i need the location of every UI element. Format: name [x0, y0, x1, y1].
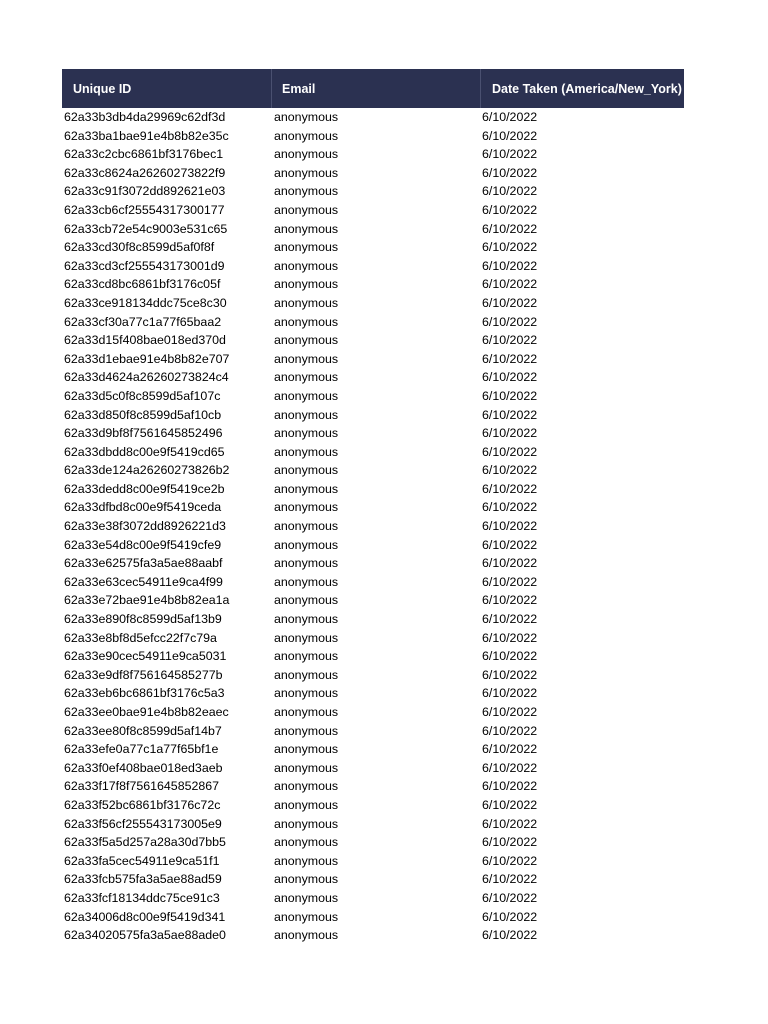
email-cell[interactable]: anonymous: [274, 612, 339, 627]
table-body: [62, 108, 684, 945]
email-cell[interactable]: anonymous: [274, 928, 339, 943]
email-cell[interactable]: anonymous: [274, 221, 339, 236]
table-row: [62, 647, 684, 666]
table-row: [62, 833, 684, 852]
unique-id-cell[interactable]: 62a33d1ebae91e4b8b82e707: [64, 351, 230, 366]
date-taken-cell[interactable]: 6/10/2022: [482, 779, 538, 794]
date-taken-cell[interactable]: 6/10/2022: [482, 500, 538, 515]
email-cell[interactable]: anonymous: [274, 519, 339, 534]
email-cell[interactable]: anonymous: [274, 314, 339, 329]
date-taken-cell[interactable]: 6/10/2022: [482, 742, 538, 757]
unique-id-cell[interactable]: 62a33e38f3072dd8926221d3: [64, 519, 226, 534]
unique-id-cell[interactable]: 62a33ee80f8c8599d5af14b7: [64, 723, 222, 738]
date-taken-cell[interactable]: 6/10/2022: [482, 165, 538, 180]
email-cell[interactable]: anonymous: [274, 872, 339, 887]
table-row: [62, 498, 684, 517]
table-row: [62, 331, 684, 350]
date-taken-cell[interactable]: 6/10/2022: [482, 128, 538, 143]
unique-id-cell[interactable]: 62a33f56cf255543173005e9: [64, 816, 222, 831]
date-taken-cell[interactable]: 6/10/2022: [482, 388, 538, 403]
date-taken-cell[interactable]: 6/10/2022: [482, 723, 538, 738]
table-row: [62, 257, 684, 276]
unique-id-cell[interactable]: 62a33cd8bc6861bf3176c05f: [64, 277, 221, 292]
date-taken-cell[interactable]: 6/10/2022: [482, 147, 538, 162]
table-row: [62, 238, 684, 257]
table-row: [62, 182, 684, 201]
unique-id-cell[interactable]: 62a33cb6cf25554317300177: [64, 202, 225, 217]
email-cell[interactable]: anonymous: [274, 165, 339, 180]
email-cell[interactable]: anonymous: [274, 481, 339, 496]
email-cell[interactable]: anonymous: [274, 444, 339, 459]
table-row: [62, 796, 684, 815]
table-row: [62, 908, 684, 927]
table-row: [62, 815, 684, 834]
date-taken-cell[interactable]: 6/10/2022: [482, 370, 538, 385]
date-taken-cell[interactable]: 6/10/2022: [482, 797, 538, 812]
date-taken-cell[interactable]: 6/10/2022: [482, 295, 538, 310]
email-cell[interactable]: anonymous: [274, 816, 339, 831]
header-email[interactable]: Email: [272, 69, 481, 108]
unique-id-cell[interactable]: 62a33d4624a26260273824c4: [64, 370, 229, 385]
email-cell[interactable]: anonymous: [274, 202, 339, 217]
date-taken-cell[interactable]: 6/10/2022: [482, 240, 538, 255]
date-taken-cell[interactable]: 6/10/2022: [482, 909, 538, 924]
email-cell[interactable]: anonymous: [274, 797, 339, 812]
table-row: [62, 610, 684, 629]
date-taken-cell[interactable]: 6/10/2022: [482, 463, 538, 478]
email-cell[interactable]: anonymous: [274, 295, 339, 310]
table-row: [62, 480, 684, 499]
table-row: [62, 759, 684, 778]
unique-id-cell[interactable]: 62a33e72bae91e4b8b82ea1a: [64, 593, 230, 608]
unique-id-cell[interactable]: 62a33d9bf8f7561645852496: [64, 426, 223, 441]
email-cell[interactable]: anonymous: [274, 370, 339, 385]
email-cell[interactable]: anonymous: [274, 593, 339, 608]
email-cell[interactable]: anonymous: [274, 388, 339, 403]
email-cell[interactable]: anonymous: [274, 723, 339, 738]
unique-id-cell[interactable]: 62a33e90cec54911e9ca5031: [64, 649, 227, 664]
unique-id-cell[interactable]: 62a33cf30a77c1a77f65baa2: [64, 314, 222, 329]
results-table: [62, 69, 684, 945]
unique-id-cell[interactable]: 62a33fcf18134ddc75ce91c3: [64, 890, 220, 905]
email-cell[interactable]: anonymous: [274, 147, 339, 162]
table-row: [62, 387, 684, 406]
unique-id-cell[interactable]: 62a33dedd8c00e9f5419ce2b: [64, 481, 225, 496]
table-row: [62, 461, 684, 480]
unique-id-cell[interactable]: 62a33fcb575fa3a5ae88ad59: [64, 872, 222, 887]
table-row: [62, 294, 684, 313]
table-row: [62, 443, 684, 462]
date-taken-cell[interactable]: 6/10/2022: [482, 519, 538, 534]
unique-id-cell[interactable]: 62a33eb6bc6861bf3176c5a3: [64, 686, 225, 701]
unique-id-cell[interactable]: 62a33d850f8c8599d5af10cb: [64, 407, 222, 422]
header-unique-id[interactable]: Unique ID: [62, 69, 272, 108]
email-cell[interactable]: anonymous: [274, 649, 339, 664]
date-taken-cell[interactable]: 6/10/2022: [482, 574, 538, 589]
date-taken-cell[interactable]: 6/10/2022: [482, 407, 538, 422]
email-cell[interactable]: anonymous: [274, 240, 339, 255]
date-taken-cell[interactable]: 6/10/2022: [482, 333, 538, 348]
date-taken-cell[interactable]: 6/10/2022: [482, 202, 538, 217]
date-taken-cell[interactable]: 6/10/2022: [482, 444, 538, 459]
email-cell[interactable]: anonymous: [274, 630, 339, 645]
table-row: [62, 573, 684, 592]
email-cell[interactable]: anonymous: [274, 909, 339, 924]
email-cell[interactable]: anonymous: [274, 110, 339, 124]
table-row: [62, 368, 684, 387]
date-taken-cell[interactable]: 6/10/2022: [482, 184, 538, 199]
table-row: [62, 536, 684, 555]
email-cell[interactable]: anonymous: [274, 500, 339, 515]
table-row: [62, 164, 684, 183]
unique-id-cell[interactable]: 62a33ba1bae91e4b8b82e35c: [64, 128, 229, 143]
date-taken-cell[interactable]: 6/10/2022: [482, 277, 538, 292]
date-taken-cell[interactable]: 6/10/2022: [482, 593, 538, 608]
date-taken-cell[interactable]: 6/10/2022: [482, 110, 538, 124]
unique-id-cell[interactable]: 62a33f17f8f7561645852867: [64, 779, 220, 794]
table-row: [62, 517, 684, 536]
unique-id-cell[interactable]: 62a33c2cbc6861bf3176bec1: [64, 147, 224, 162]
unique-id-cell[interactable]: 62a33e63cec54911e9ca4f99: [64, 574, 223, 589]
unique-id-cell[interactable]: 62a33c8624a26260273822f9: [64, 165, 226, 180]
date-taken-cell[interactable]: 6/10/2022: [482, 760, 538, 775]
table-row: [62, 629, 684, 648]
unique-id-cell[interactable]: 62a33ee0bae91e4b8b82eaec: [64, 705, 229, 719]
email-cell[interactable]: anonymous: [274, 277, 339, 292]
date-taken-cell[interactable]: 6/10/2022: [482, 928, 538, 943]
email-cell[interactable]: anonymous: [274, 742, 339, 757]
unique-id-cell[interactable]: 62a33e8bf8d5efcc22f7c79a: [64, 630, 217, 645]
unique-id-cell[interactable]: 62a33e54d8c00e9f5419cfe9: [64, 537, 222, 552]
table-header: [62, 69, 684, 108]
date-taken-cell[interactable]: 6/10/2022: [482, 816, 538, 831]
unique-id-cell[interactable]: 62a33d5c0f8c8599d5af107c: [64, 388, 221, 403]
email-cell[interactable]: anonymous: [274, 853, 339, 868]
email-cell[interactable]: anonymous: [274, 426, 339, 441]
table-row: [62, 889, 684, 908]
email-cell[interactable]: anonymous: [274, 537, 339, 552]
date-taken-cell[interactable]: 6/10/2022: [482, 314, 538, 329]
email-cell[interactable]: anonymous: [274, 463, 339, 478]
email-cell[interactable]: anonymous: [274, 667, 339, 682]
date-taken-cell[interactable]: 6/10/2022: [482, 630, 538, 645]
table-row: [62, 926, 684, 945]
date-taken-cell[interactable]: 6/10/2022: [482, 705, 538, 719]
table-row: [62, 201, 684, 220]
unique-id-cell[interactable]: 62a33f0ef408bae018ed3aeb: [64, 760, 223, 775]
unique-id-cell[interactable]: 62a33fa5cec54911e9ca51f1: [64, 853, 220, 868]
email-cell[interactable]: anonymous: [274, 705, 339, 719]
table-row: [62, 684, 684, 703]
table-row: [62, 703, 684, 722]
email-cell[interactable]: anonymous: [274, 258, 339, 273]
date-taken-cell[interactable]: 6/10/2022: [482, 481, 538, 496]
date-taken-cell[interactable]: 6/10/2022: [482, 612, 538, 627]
unique-id-cell[interactable]: 62a33ce918134ddc75ce8c30: [64, 295, 227, 310]
date-taken-cell[interactable]: 6/10/2022: [482, 835, 538, 850]
email-cell[interactable]: anonymous: [274, 128, 339, 143]
date-taken-cell[interactable]: 6/10/2022: [482, 221, 538, 236]
unique-id-cell[interactable]: 62a34020575fa3a5ae88ade0: [64, 928, 226, 943]
unique-id-cell[interactable]: 62a33dbdd8c00e9f5419cd65: [64, 444, 225, 459]
table-row: [62, 740, 684, 759]
date-taken-cell[interactable]: 6/10/2022: [482, 351, 538, 366]
date-taken-cell[interactable]: 6/10/2022: [482, 426, 538, 441]
unique-id-cell[interactable]: 62a33cb72e54c9003e531c65: [64, 221, 228, 236]
unique-id-cell[interactable]: 62a34006d8c00e9f5419d341: [64, 909, 226, 924]
email-cell[interactable]: anonymous: [274, 351, 339, 366]
date-taken-cell[interactable]: 6/10/2022: [482, 556, 538, 571]
unique-id-cell[interactable]: 62a33b3db4da29969c62df3d: [64, 110, 226, 124]
table-row: [62, 666, 684, 685]
table-row: [62, 852, 684, 871]
email-cell[interactable]: anonymous: [274, 574, 339, 589]
unique-id-cell[interactable]: 62a33dfbd8c00e9f5419ceda: [64, 500, 222, 515]
table-row: [62, 350, 684, 369]
table-row: [62, 722, 684, 741]
date-taken-cell[interactable]: 6/10/2022: [482, 649, 538, 664]
header-date-taken[interactable]: Date Taken (America/New_York): [492, 81, 682, 96]
table-row: [62, 406, 684, 425]
unique-id-cell[interactable]: 62a33f52bc6861bf3176c72c: [64, 797, 221, 812]
unique-id-cell[interactable]: 62a33e62575fa3a5ae88aabf: [64, 556, 223, 571]
email-cell[interactable]: anonymous: [274, 407, 339, 422]
date-taken-cell[interactable]: 6/10/2022: [482, 258, 538, 273]
table-row: [62, 554, 684, 573]
table-row: [62, 145, 684, 164]
unique-id-cell[interactable]: 62a33cd30f8c8599d5af0f8f: [64, 240, 215, 255]
email-cell[interactable]: anonymous: [274, 333, 339, 348]
date-taken-cell[interactable]: 6/10/2022: [482, 537, 538, 552]
email-cell[interactable]: anonymous: [274, 835, 339, 850]
table-row: [62, 777, 684, 796]
table-row: [62, 127, 684, 146]
date-taken-cell[interactable]: 6/10/2022: [482, 872, 538, 887]
unique-id-cell[interactable]: 62a33c91f3072dd892621e03: [64, 184, 226, 199]
unique-id-cell[interactable]: 62a33de124a26260273826b2: [64, 463, 230, 478]
date-taken-cell[interactable]: 6/10/2022: [482, 890, 538, 905]
email-cell[interactable]: anonymous: [274, 760, 339, 775]
email-cell[interactable]: anonymous: [274, 779, 339, 794]
date-taken-cell[interactable]: 6/10/2022: [482, 853, 538, 868]
table-row: [62, 220, 684, 239]
date-taken-cell[interactable]: 6/10/2022: [482, 686, 538, 701]
unique-id-cell[interactable]: 62a33f5a5d257a28a30d7bb5: [64, 835, 226, 850]
unique-id-cell[interactable]: 62a33e890f8c8599d5af13b9: [64, 612, 222, 627]
email-cell[interactable]: anonymous: [274, 184, 339, 199]
date-taken-cell[interactable]: 6/10/2022: [482, 667, 538, 682]
table-row: [62, 275, 684, 294]
unique-id-cell[interactable]: 62a33cd3cf255543173001d9: [64, 258, 225, 273]
table-row: [62, 424, 684, 443]
table-row: [62, 870, 684, 889]
email-cell[interactable]: anonymous: [274, 556, 339, 571]
email-cell[interactable]: anonymous: [274, 890, 339, 905]
unique-id-cell[interactable]: 62a33e9df8f756164585277b: [64, 667, 223, 682]
table-row: [62, 313, 684, 332]
table-row: [62, 591, 684, 610]
unique-id-cell[interactable]: 62a33efe0a77c1a77f65bf1e: [64, 742, 219, 757]
table-row: [62, 108, 684, 127]
email-cell[interactable]: anonymous: [274, 686, 339, 701]
unique-id-cell[interactable]: 62a33d15f408bae018ed370d: [64, 333, 226, 348]
